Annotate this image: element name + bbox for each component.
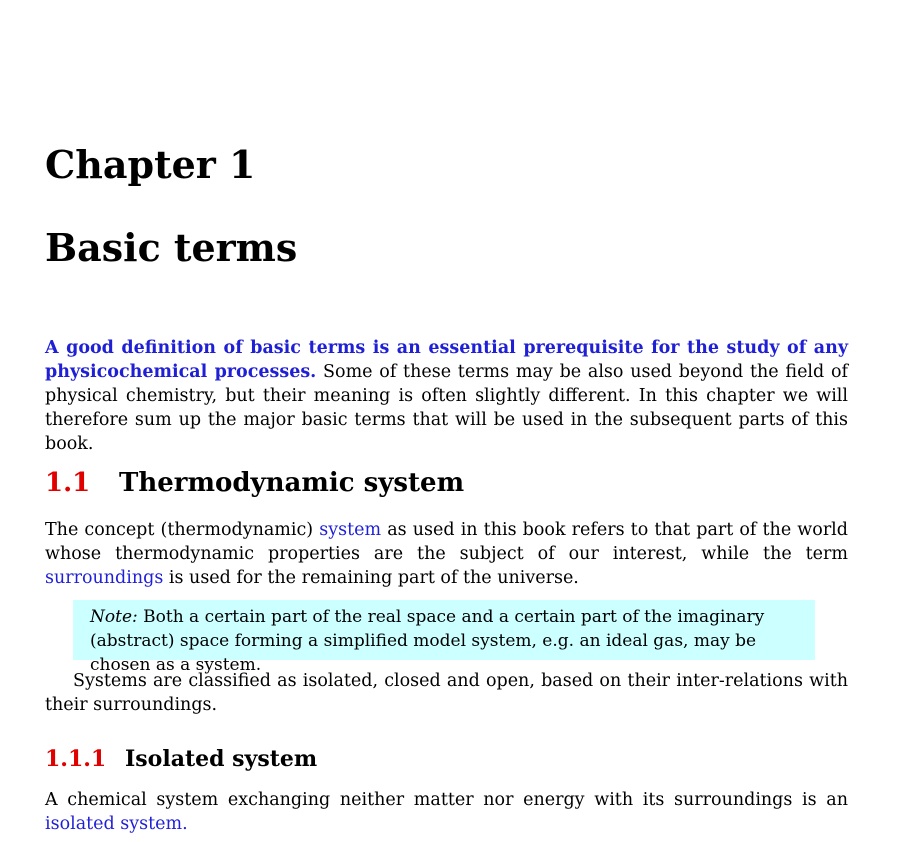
intro-highlight: A good definition of basic terms is an essential prerequisite for the study of any physicochemical processes. <box>45 338 848 382</box>
system-paragraph <box>45 518 848 590</box>
subsection-title: Isolated system <box>125 746 318 772</box>
chapter-title: Basic terms <box>45 225 298 270</box>
intro-paragraph <box>45 336 848 456</box>
section-heading-1-1-1 <box>45 746 317 772</box>
system-text-a: The concept (thermodynamic) <box>45 520 314 540</box>
subsection-number: 1.1.1 <box>45 746 107 772</box>
note-box <box>73 600 815 675</box>
term-surroundings: surroundings <box>45 568 164 588</box>
intro-text: Some of these terms may be also used beyond the field of physical chemistry, but their meaning is often slightly different. In this chapter we will therefore sum up the major basic terms that will be used in the subsequent parts of this book. <box>45 362 848 454</box>
note-label: Note: <box>90 607 138 627</box>
chapter-label: Chapter 1 <box>45 142 256 187</box>
section-number: 1.1 <box>45 468 91 498</box>
classification-paragraph: Systems are classified as isolated, closed and open, based on their inter-relations with their surroundings. <box>45 671 848 715</box>
section-title: Thermodynamic system <box>119 468 465 498</box>
isolated-paragraph <box>45 788 848 836</box>
term-isolated-system: isolated system. <box>45 814 188 834</box>
term-system: system <box>319 520 382 540</box>
system-text-b: as used in this book refers to that part of the world whose thermodynamic properties are the subject of our interest, while the term <box>45 520 848 564</box>
system-text-c: is used for the remaining part of the universe. <box>168 568 579 588</box>
isolated-text: A chemical system exchanging neither matter nor energy with its surroundings is an <box>45 790 848 810</box>
note-text: Both a certain part of the real space and a certain part of the imaginary (abstract) space forming a simplified model system, e.g. an ideal gas, may be chosen as a system. <box>90 607 765 675</box>
section-heading-1-1 <box>45 468 464 498</box>
